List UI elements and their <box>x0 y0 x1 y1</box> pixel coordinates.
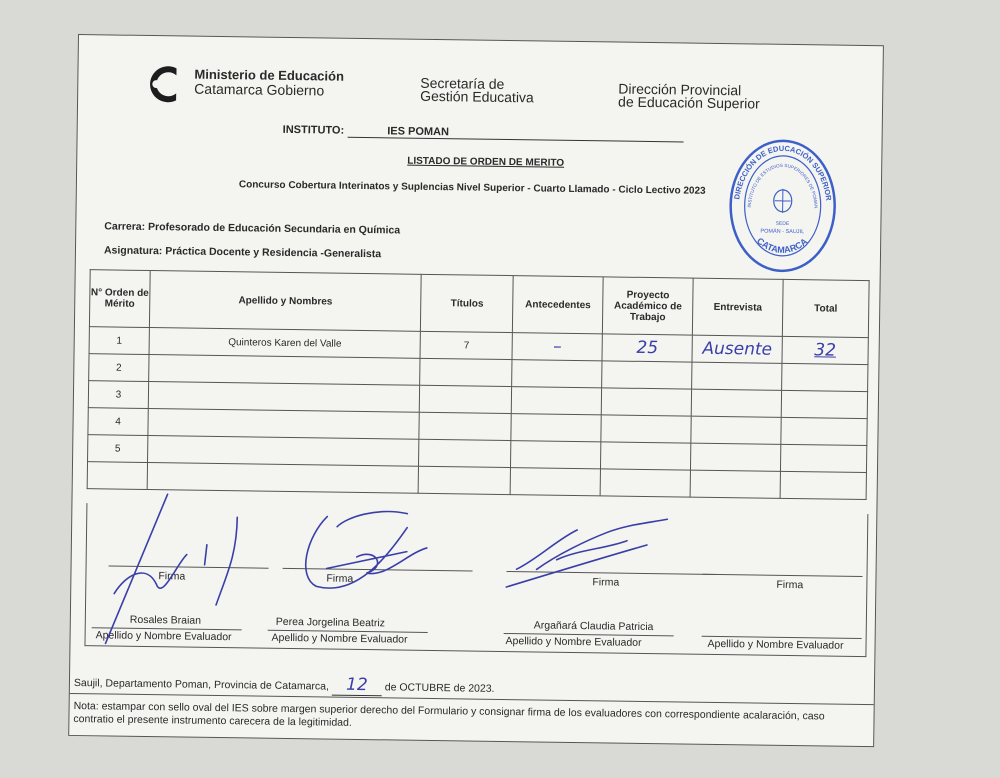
firma-label-2: Firma <box>326 572 354 585</box>
evaluator-name-1: Rosales Braian <box>129 613 202 627</box>
row-total <box>781 444 867 472</box>
row-nombre <box>147 436 419 467</box>
nota-text: Nota: estampar con sello oval del IES sobre margen superior derecho del Formulario y consignar firma de los evaluadores con correspondiente acalaración, caso contratio el presente instrumento carecera de la legitimidad. <box>73 700 825 729</box>
stamp-bottom-text: CATAMARCA <box>755 235 810 255</box>
lugar-suffix: de OCTUBRE de 2023. <box>384 681 495 695</box>
row-entrevista <box>692 362 782 390</box>
merit-table <box>87 269 870 500</box>
concurso-title: Concurso Cobertura Interinatos y Suplencias Nivel Superior - Cuarto Llamado - Ciclo Lectivo 2023 <box>238 179 706 197</box>
row-proyecto: 25 <box>602 334 692 362</box>
row-entrevista <box>691 443 781 471</box>
col-nombre: Apellido y Nombres <box>149 271 421 332</box>
row-titulos <box>419 439 511 467</box>
form-sheet <box>68 34 884 747</box>
direccion-line-1: Dirección Provincial <box>618 80 742 99</box>
instituto-label: INSTITUTO: <box>282 123 345 137</box>
row-total: 32 <box>782 336 868 364</box>
stamp-inner-text: INSTITUTO DE ESTUDIOS SUPERIORES DE POMAN <box>746 162 819 209</box>
row-total <box>781 417 867 445</box>
row-proyecto <box>602 361 692 389</box>
evaluator-name-3: Argañará Claudia Patricia <box>533 619 654 634</box>
row-proyecto <box>601 442 691 470</box>
secretaria-line-2: Gestión Educativa <box>420 87 534 106</box>
col-titulos: Títulos <box>421 274 514 332</box>
signature-perea <box>305 510 427 589</box>
row-nombre <box>148 409 420 440</box>
eval-label-1: Apellido y Nombre Evaluador <box>95 629 232 644</box>
instituto-blank <box>347 137 387 139</box>
secretaria-heading <box>420 74 534 106</box>
row-antecedentes <box>511 441 601 469</box>
col-entrevista: Entrevista <box>692 278 783 336</box>
row-titulos <box>420 385 512 413</box>
col-antecedentes: Antecedentes <box>513 276 604 334</box>
firma-label-3: Firma <box>592 576 620 589</box>
row-number: 2 <box>89 354 149 382</box>
row-titulos <box>420 358 512 386</box>
oval-stamp <box>728 138 838 273</box>
row-entrevista: Ausente <box>692 335 782 363</box>
svg-text:CATAMARCA <box>755 235 810 255</box>
eval-label-4: Apellido y Nombre Evaluador <box>707 637 844 652</box>
row-number: 3 <box>88 381 148 409</box>
signature-arganara <box>506 517 667 589</box>
stamp-sede: SEDE <box>775 220 790 227</box>
eval-label-3: Apellido y Nombre Evaluador <box>505 635 642 649</box>
row-titulos <box>419 412 511 440</box>
firma-line-4 <box>703 574 863 577</box>
row-number: 4 <box>88 408 148 436</box>
firma-label-4: Firma <box>776 578 804 592</box>
row-antecedentes <box>512 360 602 388</box>
asignatura-line: Asignatura: Práctica Docente y Residencia -Generalista <box>103 244 382 261</box>
nota-section <box>69 693 873 745</box>
direccion-heading <box>617 80 760 112</box>
lugar-day: 12 <box>332 675 382 697</box>
lugar-prefix: Saujil, Departamento Poman, Provincia de Catamarca, <box>73 677 330 693</box>
row-antecedentes: – <box>512 333 602 361</box>
firma-line-3 <box>507 571 717 575</box>
catamarca-logo <box>136 62 189 107</box>
stamp-place: POMÁN - SAUJIL <box>760 228 805 236</box>
row-titulos: 7 <box>420 331 512 359</box>
firma-line-2 <box>283 568 473 572</box>
listado-title: LISTADO DE ORDEN DE MERITO <box>407 155 565 169</box>
carrera-line: Carrera: Profesorado de Educación Secundaria en Química <box>104 220 401 237</box>
firma-label-1: Firma <box>158 570 186 583</box>
row-number: 5 <box>88 435 148 463</box>
evaluator-name-2: Perea Jorgelina Beatriz <box>275 615 386 630</box>
row-antecedentes <box>512 387 602 415</box>
stamp-outer-text: DIRECCIÓN DE EDUCACIÓN SUPERIOR <box>732 143 834 202</box>
row-proyecto <box>601 415 691 443</box>
direccion-line-2: de Educación Superior <box>617 93 760 112</box>
secretaria-line-1: Secretaría de <box>420 74 505 92</box>
row-total <box>782 363 868 391</box>
row-antecedentes <box>511 414 601 442</box>
row-total <box>781 390 867 418</box>
gobierno-subtitle: Catamarca Gobierno <box>194 80 325 99</box>
row-proyecto <box>601 388 691 416</box>
eval-label-2: Apellido y Nombre Evaluador <box>271 631 408 646</box>
col-proyecto: Proyecto Académico de Trabajo <box>603 277 694 335</box>
row-nombre: Quinteros Karen del Valle <box>149 328 421 359</box>
col-total: Total <box>782 279 869 337</box>
col-orden: N° Orden de Mérito <box>89 270 150 328</box>
instituto-field <box>283 124 684 143</box>
signature-section <box>84 503 868 657</box>
row-nombre <box>149 355 421 386</box>
row-number: 1 <box>89 327 149 355</box>
row-entrevista <box>691 416 781 444</box>
firma-line-1 <box>109 565 269 568</box>
instituto-value: IES POMAN <box>387 125 683 142</box>
ministerio-title: Ministerio de Educación <box>194 66 345 84</box>
row-nombre <box>148 382 420 413</box>
row-entrevista <box>691 389 781 417</box>
stamp-coat-of-arms-icon <box>774 189 792 213</box>
